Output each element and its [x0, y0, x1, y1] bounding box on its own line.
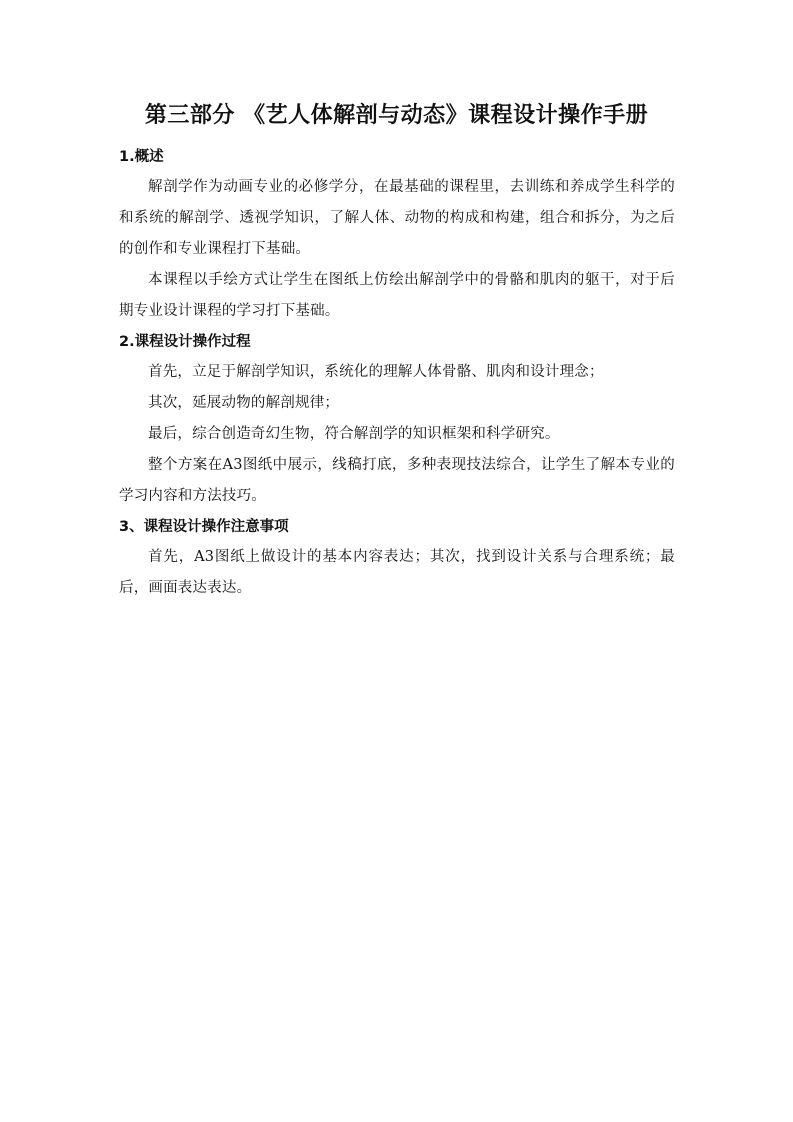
paragraph: 首先，立足于解剖学知识，系统化的理解人体骨骼、肌肉和设计理念；: [148, 364, 604, 380]
paragraph: 首先，A3图纸上做设计的基本内容表达；其次，找到设计关系与合理系统；最后，画面表达表达。: [119, 549, 675, 596]
document-body: [119, 142, 675, 604]
paragraph: 整个方案在A3图纸中展示，线稿打底，多种表现技法综合，让学生了解本专业的学习内容和方法技巧。: [119, 457, 675, 504]
section-notes: [119, 512, 675, 604]
section-process: [119, 327, 675, 512]
paragraph: 解剖学作为动画专业的必修学分，在最基础的课程里，去训练和养成学生科学的和系统的解剖学、透视学知识，了解人体、动物的构成和构建，组合和拆分，为之后的创作和专业课程打下基础。: [119, 179, 675, 257]
section-overview: [119, 142, 675, 327]
section-heading: 2.课程设计操作过程: [119, 334, 251, 350]
paragraph: 本课程以手绘方式让学生在图纸上仿绘出解剖学中的骨骼和肌肉的躯干，对于后期专业设计课程的学习打下基础。: [119, 272, 675, 319]
section-heading: 3、课程设计操作注意事项: [119, 519, 289, 535]
paragraph: 其次，延展动物的解剖规律；: [148, 395, 340, 411]
document-title: 第三部分 《艺人体解剖与动态》课程设计操作手册: [144, 103, 649, 128]
paragraph: 最后，综合创造奇幻生物，符合解剖学的知识框架和科学研究。: [148, 426, 560, 442]
section-heading: 1.概述: [119, 149, 164, 165]
